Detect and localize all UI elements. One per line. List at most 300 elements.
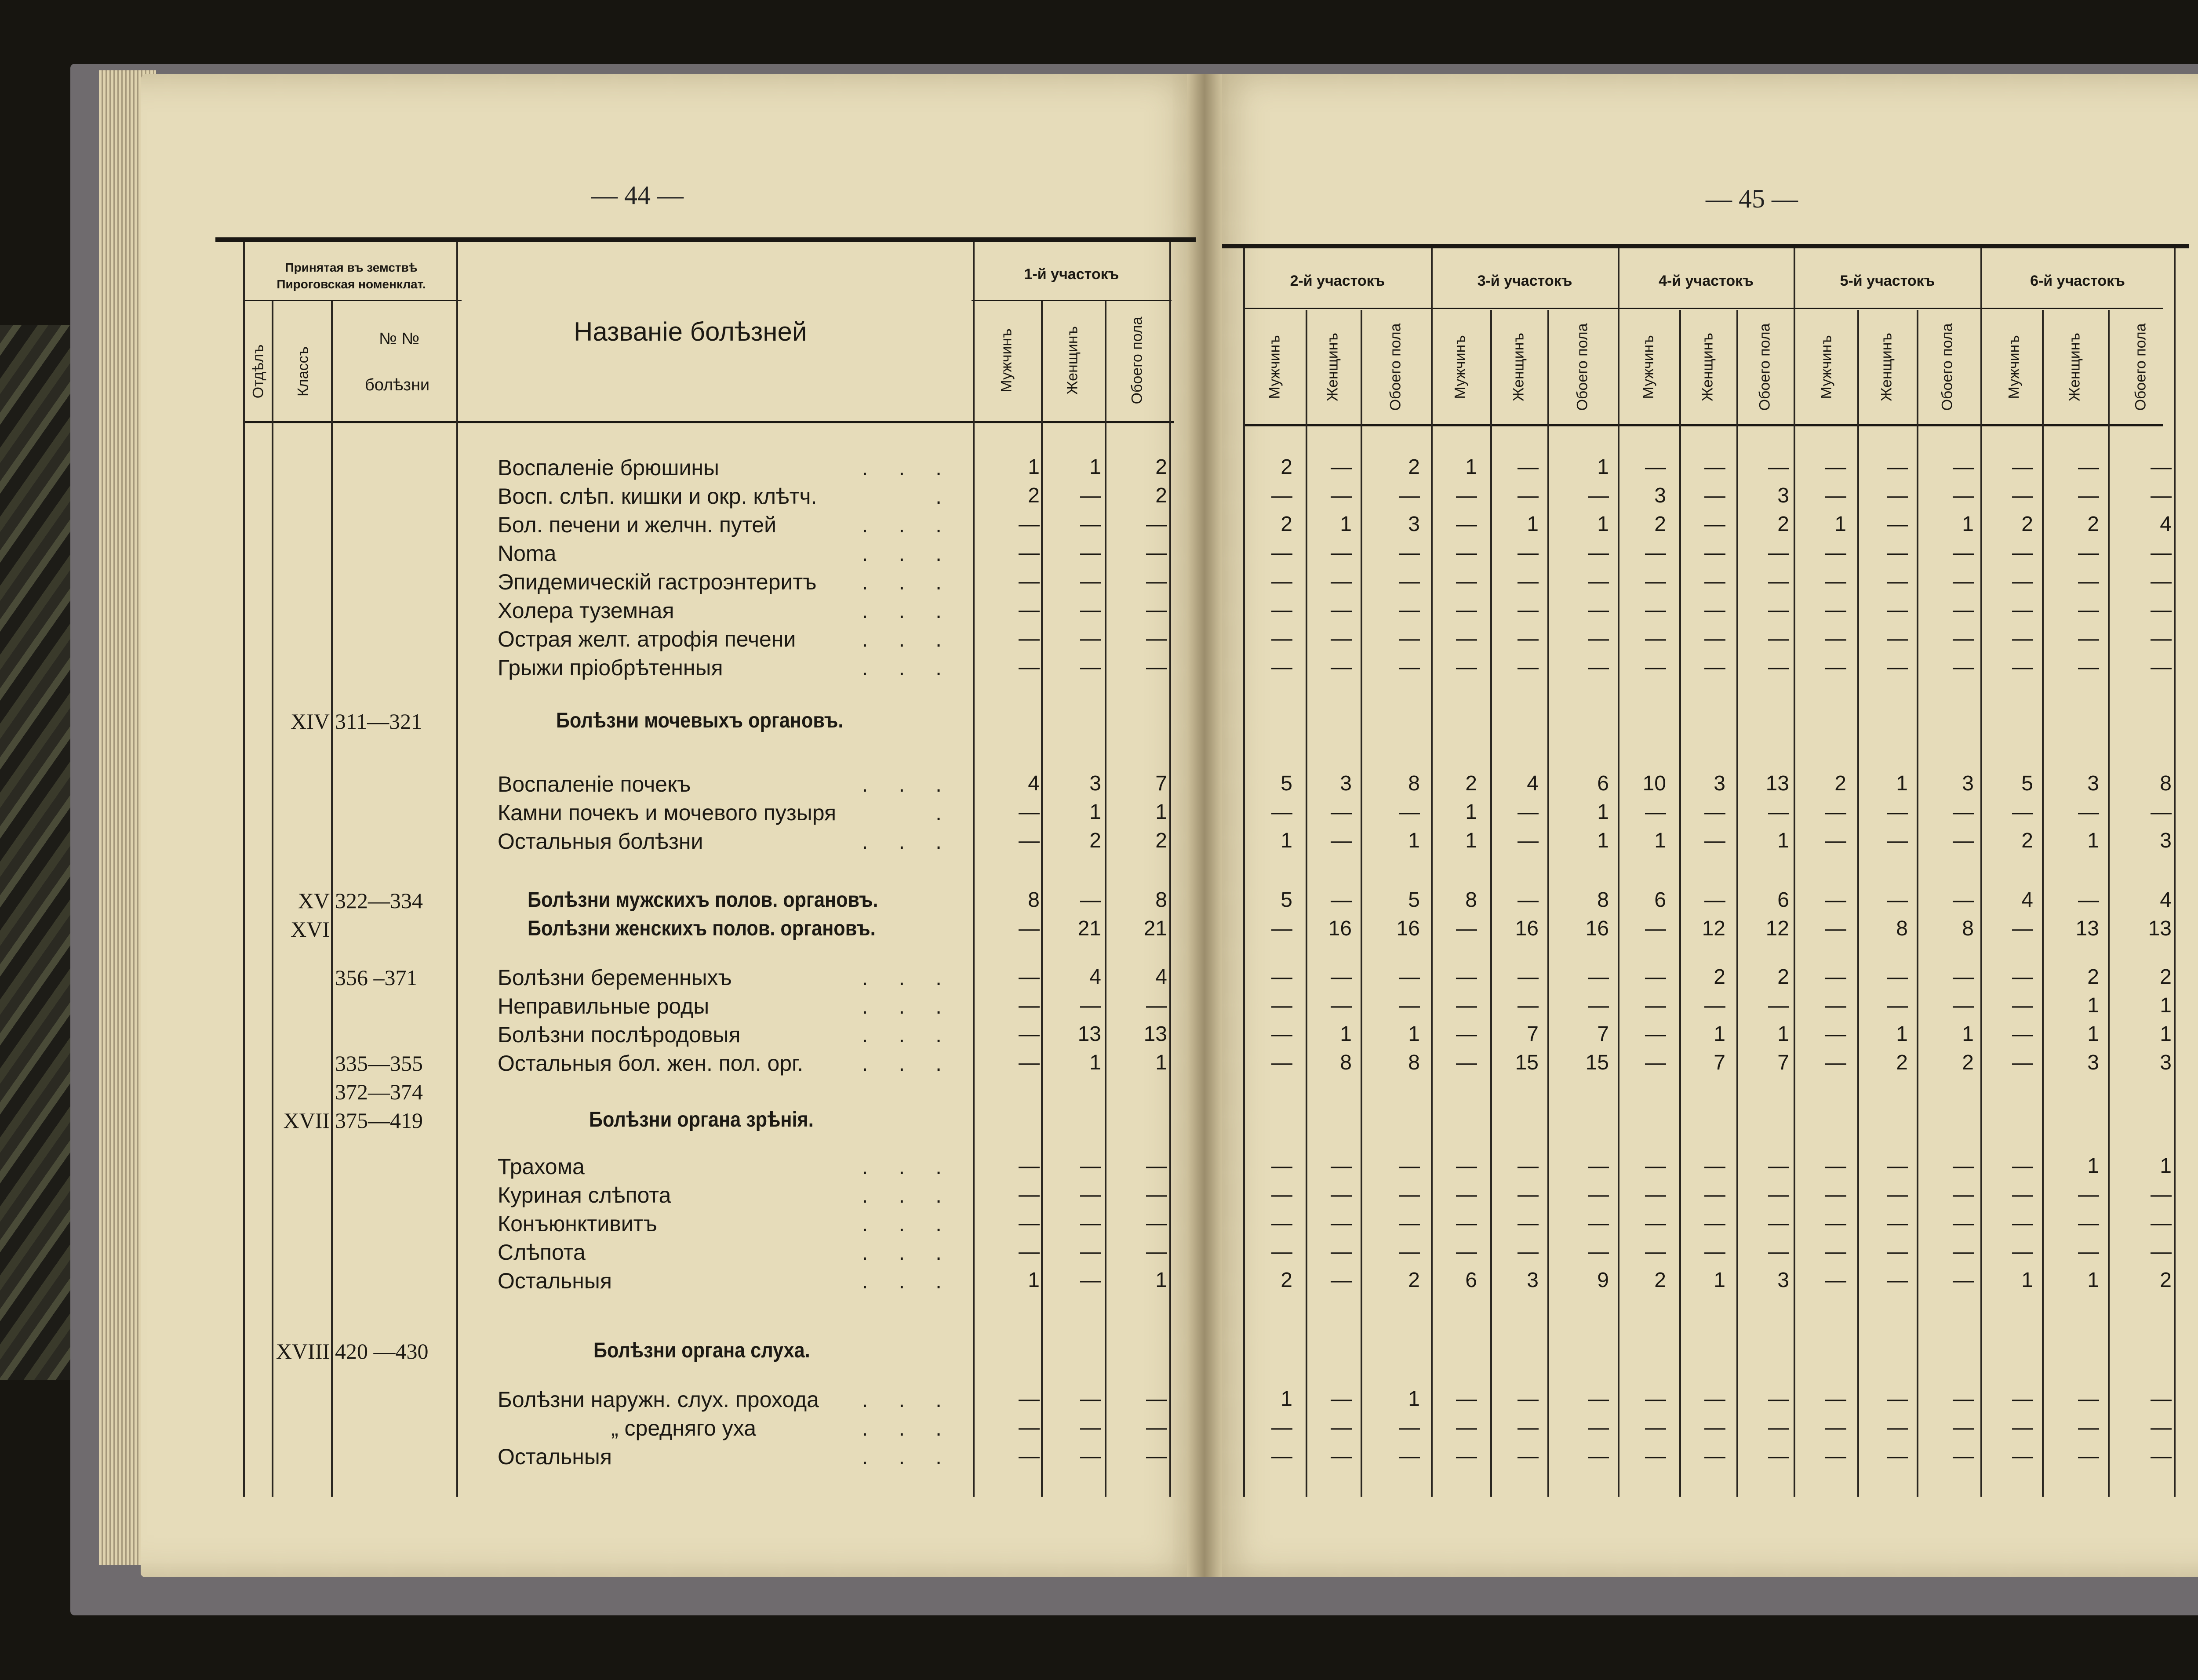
sub-header-both: Обоего пола [1939,323,1956,411]
cell-value: — [1331,1240,1352,1263]
cell-value: — [1887,1211,1908,1235]
cell-value: — [1588,1387,1609,1411]
disease-number-range: 335—355 [335,1051,423,1076]
cell-value: — [1953,598,1974,622]
cell-value: — [1825,1269,1846,1292]
cell-value: 16 [1585,917,1609,940]
cell-value: 3 [1962,772,1974,795]
cell-value: 8 [1028,888,1040,912]
cell-value: 8 [1340,1051,1352,1074]
cell-value: 1 [1408,829,1420,852]
cell-value: 3 [2160,1051,2172,1074]
cell-value: 7 [1597,1022,1609,1046]
cell-value: — [1887,1269,1908,1292]
disease-name: „ средняго уха [611,1416,757,1440]
cell-value: 2 [1155,829,1167,852]
cell-value: 4 [2160,888,2172,912]
cell-value: 4 [1028,772,1040,795]
leader-dots: . [935,484,954,509]
cell-value: — [2012,1022,2033,1046]
cell-value: — [2012,1387,2033,1411]
cell-value: — [1331,455,1352,479]
cell-value: — [1768,1154,1789,1178]
cell-value: — [1825,829,1846,852]
cell-value: — [2012,1051,2033,1074]
cell-value: 1 [1777,829,1789,852]
cell-value: 16 [1328,917,1352,940]
cell-value: — [1331,994,1352,1017]
cell-value: — [2012,484,2033,507]
disease-name: Остальныя бол. жен. пол. орг. [498,1051,804,1076]
cell-value: — [1399,800,1420,824]
cell-value: — [1331,1211,1352,1235]
cell-value: 4 [2021,888,2033,912]
cell-value: 2 [2160,1269,2172,1292]
disease-name: Болѣзни наружн. слух. прохода [498,1387,819,1412]
cell-value: — [1645,965,1666,989]
cell-value: — [1399,1416,1420,1439]
cell-value: — [1887,627,1908,650]
cell-value: — [1768,1416,1789,1439]
cell-value: — [1704,1444,1725,1468]
cell-value: 1 [2160,994,2172,1017]
vline [1243,248,1245,1497]
cell-value: — [2078,800,2099,824]
leader-dots: . . . [862,829,954,854]
cell-value: 4 [1527,772,1539,795]
sub-header-men: Мужчинъ [998,328,1015,393]
cell-value: — [2078,570,2099,593]
cell-value: — [1456,1387,1477,1411]
cell-value: — [1588,627,1609,650]
cell-value: — [2078,541,2099,564]
cell-value: — [1456,570,1477,593]
cell-value: 21 [1077,917,1101,940]
cell-value: — [1768,800,1789,824]
cell-value: — [1517,800,1539,824]
cell-value: 1 [1714,1022,1725,1046]
vline [1041,301,1043,1497]
cell-value: 8 [1896,917,1908,940]
cell-value: — [1645,655,1666,679]
leader-dots: . . . [862,1240,954,1265]
cell-value: — [1271,1211,1292,1235]
cell-value: 3 [1089,772,1101,795]
section-title: Болѣзни органа слуха. [593,1339,810,1362]
cell-value: — [1588,570,1609,593]
cell-value: — [1399,994,1420,1017]
cell-value: — [1645,455,1666,479]
cell-value: 1 [1962,513,1974,536]
cell-value: — [1517,570,1539,593]
cell-value: 2 [1028,484,1040,507]
leader-dots: . . . [862,655,954,680]
cell-value: — [1768,455,1789,479]
cell-value: 1 [1028,1269,1040,1292]
cell-value: 2 [1465,772,1477,795]
cell-value: — [1399,1240,1420,1263]
class-numeral: XVI [291,917,330,942]
cell-value: — [1704,513,1725,536]
cell-value: — [1588,1444,1609,1468]
cell-value: 3 [1408,513,1420,536]
cell-value: 9 [1597,1269,1609,1292]
sub-header-women: Женщинъ [2066,333,2083,401]
cell-value: 2 [1714,965,1725,989]
class-numeral: XVIII [276,1339,330,1364]
sub-header-men: Мужчинъ [2005,335,2023,399]
cell-value: — [1517,484,1539,507]
leader-dots: . . . [862,455,954,480]
cell-value: — [1645,917,1666,940]
cell-value: — [1588,965,1609,989]
col-class: Классъ [295,346,312,396]
cell-value: 12 [1765,917,1789,940]
sub-header-women: Женщинъ [1510,333,1527,401]
cell-value: — [1271,570,1292,593]
cell-value: 1 [1089,1051,1101,1074]
cell-value: — [1887,541,1908,564]
vline [1857,310,1859,1497]
cell-value: — [1704,1387,1725,1411]
cell-value: — [1080,1387,1101,1411]
cell-value: — [1953,1387,1974,1411]
cell-value: — [1768,655,1789,679]
cell-value: — [1517,1240,1539,1263]
cell-value: 1 [1028,455,1040,479]
cell-value: — [1399,541,1420,564]
cell-value: — [1271,1154,1292,1178]
cell-value: — [1768,570,1789,593]
cell-value: — [1588,1416,1609,1439]
leader-dots: . . . [862,1183,954,1207]
cell-value: — [1887,888,1908,912]
cell-value: 13 [1077,1022,1101,1046]
cell-value: 2 [1834,772,1846,795]
cell-value: 10 [1642,772,1666,795]
cell-value: 3 [1340,772,1352,795]
cell-value: 8 [1408,772,1420,795]
cell-value: 3 [1527,1269,1539,1292]
cell-value: 8 [1465,888,1477,912]
cell-value: 15 [1585,1051,1609,1074]
cell-value: 5 [2021,772,2033,795]
cell-value: — [2151,455,2172,479]
disease-number-range: 420 —430 [335,1339,429,1364]
cell-value: 2 [1281,1269,1292,1292]
cell-value: — [1887,994,1908,1017]
cell-value: — [1953,1183,1974,1206]
cell-value: — [1825,627,1846,650]
cell-value: — [1019,1154,1040,1178]
cell-value: — [1887,570,1908,593]
cell-value: — [1704,655,1725,679]
disease-name: Воспаленіе почекъ [498,772,691,796]
cell-value: — [1704,1211,1725,1235]
cell-value: 1 [1089,800,1101,824]
cell-value: — [1517,888,1539,912]
cell-value: — [1953,1211,1974,1235]
col-no: № № [379,330,420,348]
section-title: Болѣзни мочевыхъ органовъ. [556,709,844,732]
leader-dots: . . . [862,1022,954,1047]
cell-value: — [1517,1416,1539,1439]
cell-value: — [1019,917,1040,940]
cell-value: — [1080,888,1101,912]
leader-dots: . . . [862,1416,954,1440]
cell-value: — [1825,1444,1846,1468]
cell-value: 1 [1527,513,1539,536]
cell-value: 1 [1834,513,1846,536]
cell-value: — [1704,1154,1725,1178]
cell-value: 2 [1408,455,1420,479]
cell-value: — [1887,1183,1908,1206]
cell-value: — [2012,1240,2033,1263]
cell-value: — [1271,484,1292,507]
cell-value: 8 [1155,888,1167,912]
cell-value: — [1704,1416,1725,1439]
cell-value: 8 [1408,1051,1420,1074]
cell-value: 2 [1654,1269,1666,1292]
cell-value: — [1456,1416,1477,1439]
cell-value: — [1019,513,1040,536]
cell-value: — [1331,800,1352,824]
cell-value: — [1019,627,1040,650]
cell-value: — [1271,541,1292,564]
cell-value: — [1825,800,1846,824]
cell-value: — [1456,1022,1477,1046]
cell-value: — [2078,627,2099,650]
cell-value: — [1080,598,1101,622]
cell-value: — [1271,1183,1292,1206]
cell-value: — [1704,455,1725,479]
cell-value: — [1080,513,1101,536]
cell-value: — [1146,541,1167,564]
vline [272,301,273,1497]
cell-value: 2 [1777,965,1789,989]
cell-value: — [1645,1416,1666,1439]
cell-value: — [1331,541,1352,564]
cell-value: — [1825,1051,1846,1074]
cell-value: — [1019,994,1040,1017]
cell-value: — [1768,598,1789,622]
cell-value: — [2012,627,2033,650]
cell-value: — [2012,917,2033,940]
cell-value: 1 [2021,1269,2033,1292]
cell-value: 7 [1155,772,1167,795]
cell-value: — [1645,541,1666,564]
cell-value: — [1456,598,1477,622]
cell-value: 3 [1777,1269,1789,1292]
cell-value: — [1019,655,1040,679]
cell-value: — [2078,455,2099,479]
cell-value: — [1080,484,1101,507]
cell-value: — [1456,655,1477,679]
cell-value: — [1456,1154,1477,1178]
cell-value: — [1588,994,1609,1017]
cell-value: — [1271,994,1292,1017]
cell-value: — [1331,1269,1352,1292]
cell-value: 1 [2087,1269,2099,1292]
cell-value: — [1517,994,1539,1017]
cell-value: — [1953,541,1974,564]
cell-value: 1 [1896,1022,1908,1046]
leader-dots: . . . [862,627,954,651]
cell-value: — [2151,1387,2172,1411]
cell-value: — [1645,1022,1666,1046]
cell-value: 7 [1714,1051,1725,1074]
leader-dots: . . . [862,1154,954,1179]
cell-value: 1 [1281,1387,1292,1411]
vline [1679,310,1681,1497]
cell-value: — [1825,1022,1846,1046]
cell-value: — [1456,513,1477,536]
cell-value: — [1517,829,1539,852]
cell-value: 3 [1714,772,1725,795]
cell-value: 1 [2087,829,2099,852]
cell-value: — [2012,1183,2033,1206]
cell-value: — [1953,1269,1974,1292]
cell-value: — [1271,965,1292,989]
disease-name: Болѣзни послѣродовыя [498,1022,741,1047]
cell-value: 2 [1654,513,1666,536]
cell-value: — [1645,1444,1666,1468]
cell-value: — [1768,1387,1789,1411]
cell-value: 3 [1654,484,1666,507]
header-bottom-rule-right [1244,424,2163,426]
cell-value: — [1399,1444,1420,1468]
cell-value: — [1517,598,1539,622]
cell-value: — [2151,1416,2172,1439]
cell-value: — [1953,1154,1974,1178]
cell-value: — [1271,1051,1292,1074]
disease-number-range: 356 –371 [335,965,418,990]
col-otdel: Отдѣлъ [250,344,267,399]
cell-value: 2 [1777,513,1789,536]
cell-value: — [1953,1240,1974,1263]
cell-value: — [1887,598,1908,622]
disease-name: Воспаленіе брюшины [498,455,719,480]
cell-value: — [1080,1211,1101,1235]
cell-value: — [1331,1387,1352,1411]
district-3-header: 3-й участокъ [1477,273,1572,289]
cell-value: 16 [1396,917,1420,940]
cell-value: — [1704,1240,1725,1263]
cell-value: 2 [2021,829,2033,852]
cell-value: — [1456,1183,1477,1206]
cell-value: — [1645,1240,1666,1263]
cell-value: — [1271,655,1292,679]
cell-value: — [1887,829,1908,852]
cell-value: 1 [1465,455,1477,479]
cell-value: — [1019,1240,1040,1263]
cell-value: — [1019,965,1040,989]
disease-name: Восп. слѣп. кишки и окр. клѣтч. [498,484,817,509]
cell-value: 4 [2160,513,2172,536]
sub-header-both: Обоего пола [1387,323,1404,411]
sub-header-men: Мужчинъ [1452,335,1469,399]
cell-value: — [1146,1154,1167,1178]
cell-value: — [1825,570,1846,593]
cell-value: — [1019,1387,1040,1411]
cell-value: — [1517,541,1539,564]
vline [243,242,245,1497]
cell-value: — [1146,1416,1167,1439]
cell-value: — [1887,655,1908,679]
cell-value: — [1080,1240,1101,1263]
cell-value: 1 [1408,1022,1420,1046]
cell-value: — [1146,1240,1167,1263]
disease-name: Слѣпота [498,1240,586,1265]
cell-value: 6 [1465,1269,1477,1292]
cell-value: 7 [1527,1022,1539,1046]
cell-value: — [1331,655,1352,679]
cell-value: 1 [1597,455,1609,479]
leader-dots: . [935,800,954,825]
cell-value: 4 [1155,965,1167,989]
cell-value: — [2151,1240,2172,1263]
disease-name: Острая желт. атрофія печени [498,627,796,651]
cell-value: — [1768,994,1789,1017]
leader-dots: . . . [862,994,954,1018]
cell-value: 5 [1281,772,1292,795]
cell-value: — [1331,484,1352,507]
cell-value: — [1399,627,1420,650]
vline [1169,242,1171,1497]
disease-number-range: 372—374 [335,1080,423,1104]
cell-value: — [1399,965,1420,989]
cell-value: — [1399,1154,1420,1178]
cell-value: — [2078,1416,2099,1439]
cell-value: 1 [1155,800,1167,824]
cell-value: 1 [1281,829,1292,852]
cell-value: — [1645,570,1666,593]
cell-value: — [1517,1387,1539,1411]
cell-value: 1 [1597,800,1609,824]
cell-value: — [1331,1183,1352,1206]
vline [1736,310,1738,1497]
cell-value: — [1146,994,1167,1017]
cell-value: 13 [1143,1022,1167,1046]
cell-value: — [1399,655,1420,679]
cell-value: — [1146,1211,1167,1235]
cell-value: — [1399,1211,1420,1235]
cell-value: 2 [1089,829,1101,852]
sub-header-women: Женщинъ [1699,333,1716,401]
cell-value: — [2078,1444,2099,1468]
cell-value: 1 [1465,829,1477,852]
cell-value: — [1080,627,1101,650]
disease-number-range: 322—334 [335,888,423,913]
class-numeral: XIV [291,709,330,734]
vline [1490,310,1492,1497]
leader-dots: . . . [862,1269,954,1293]
cell-value: 8 [1962,917,1974,940]
cell-value: — [1019,541,1040,564]
cell-value: — [1456,541,1477,564]
cell-value: 1 [1777,1022,1789,1046]
cell-value: — [1825,484,1846,507]
cell-value: — [1399,484,1420,507]
vline [1980,248,1982,1497]
cell-value: — [2151,800,2172,824]
sub-header-men: Мужчинъ [1640,335,1657,399]
disease-name: Трахома [498,1154,585,1179]
cell-value: — [1825,1387,1846,1411]
disease-name: Болѣзни беременныхъ [498,965,732,990]
cell-value: 2 [2021,513,2033,536]
cell-value: — [1588,1211,1609,1235]
